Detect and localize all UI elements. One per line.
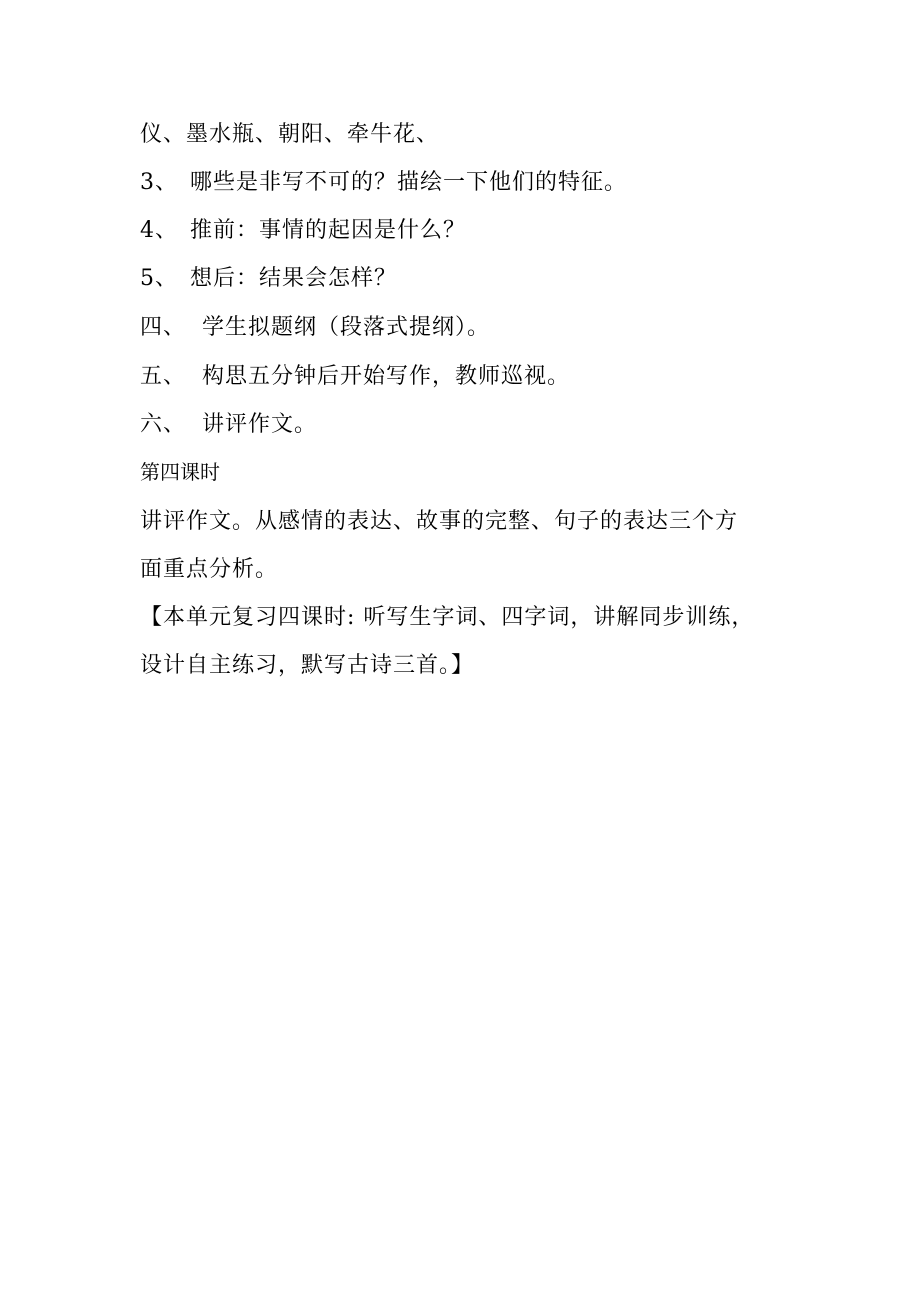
review-note-line-2 bbox=[140, 651, 820, 681]
section-4-line bbox=[140, 313, 820, 343]
line-text: 讲评作文。从感情的表达、故事的完整、句子的表达三个方 bbox=[140, 509, 739, 534]
line-text: 面重点分析。 bbox=[140, 557, 279, 582]
line-text: 设计自主练习，默写古诗三首。】 bbox=[140, 653, 475, 678]
section-5-line bbox=[140, 362, 820, 392]
review-note-line-1 bbox=[140, 603, 820, 633]
heading-text: 第四课时 bbox=[140, 460, 220, 484]
line-text: 讲评作文。 bbox=[202, 412, 318, 437]
materials-continued-line bbox=[140, 120, 820, 150]
list-marker: 3、 bbox=[140, 170, 178, 195]
lesson-body-line-2 bbox=[140, 555, 820, 585]
section-marker: 六、 bbox=[140, 412, 187, 437]
line-text: 推前：事情的起因是什么？ bbox=[190, 218, 467, 243]
line-text: 想后：结果会怎样？ bbox=[190, 266, 398, 291]
lesson-heading bbox=[140, 457, 820, 487]
line-text: 【本单元复习四课时: 听写生字词、四字词，讲解同步训练， bbox=[140, 605, 755, 630]
step-5-line bbox=[140, 264, 820, 294]
line-text: 学生拟题纲（段落式提纲）。 bbox=[202, 315, 491, 340]
section-6-line bbox=[140, 410, 820, 440]
step-4-line bbox=[140, 216, 820, 246]
step-3-line bbox=[140, 168, 820, 198]
line-text: 仪、墨水瓶、朝阳、牵牛花、 bbox=[140, 122, 440, 147]
line-text: 哪些是非写不可的？描绘一下他们的特征。 bbox=[190, 170, 628, 195]
section-marker: 五、 bbox=[140, 364, 187, 389]
lesson-body-line-1 bbox=[140, 507, 820, 537]
line-text: 构思五分钟后开始写作，教师巡视。 bbox=[202, 364, 571, 389]
list-marker: 4、 bbox=[140, 218, 178, 243]
section-marker: 四、 bbox=[140, 315, 187, 340]
list-marker: 5、 bbox=[140, 266, 178, 291]
